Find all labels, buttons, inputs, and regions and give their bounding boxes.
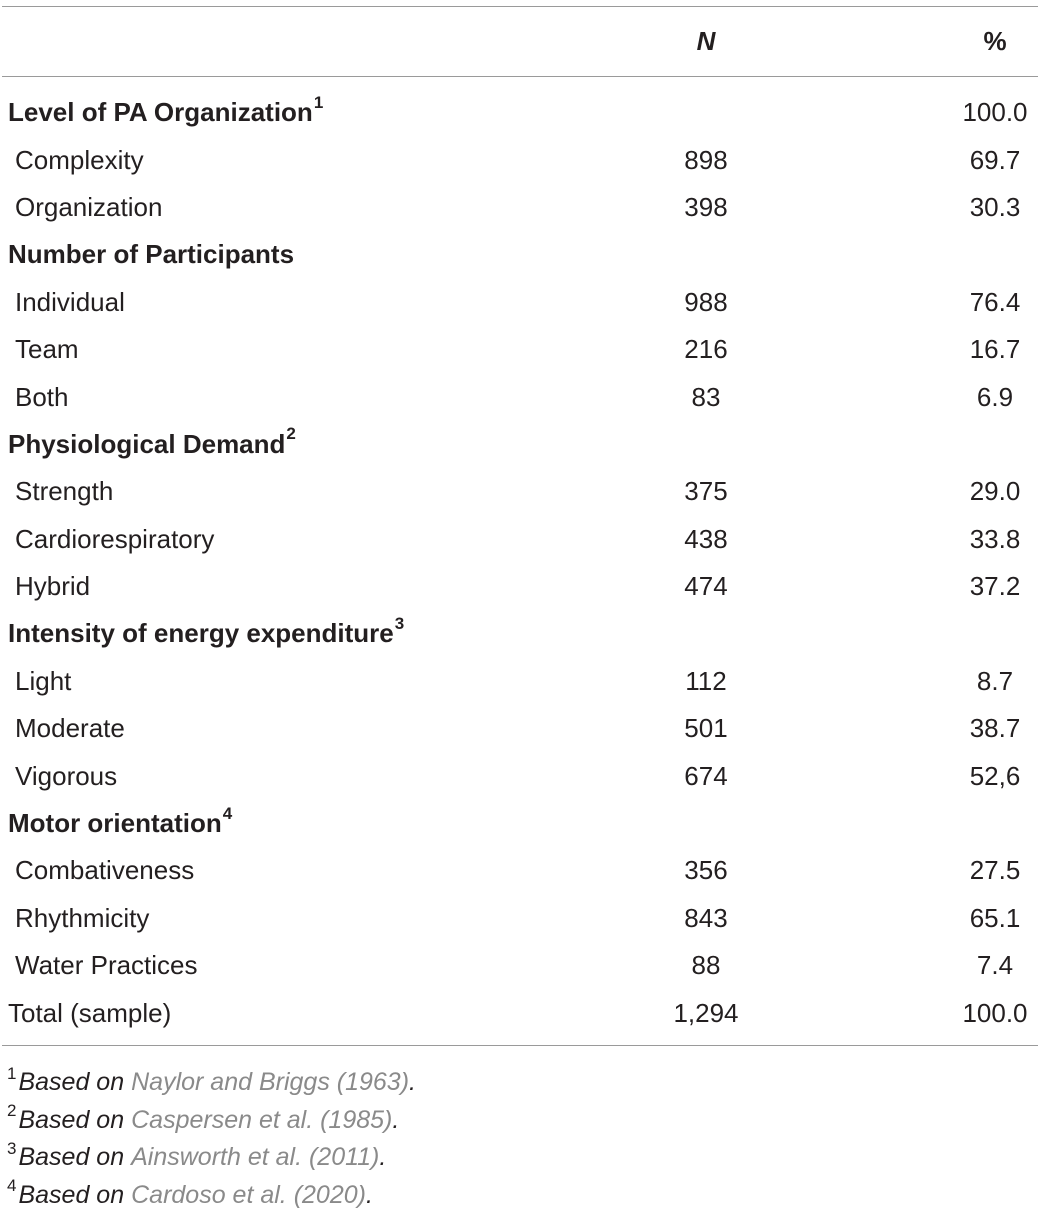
row-label-text: Intensity of energy expenditure xyxy=(8,618,394,649)
cell-percent: 29.0 xyxy=(969,476,1021,507)
table-row xyxy=(0,563,1040,610)
cell-percent: 100.0 xyxy=(962,97,1028,128)
cell-n xyxy=(606,231,806,278)
cell-n: 83 xyxy=(691,381,721,412)
cell-n: 398 xyxy=(684,191,728,222)
footnote-lead: Based on xyxy=(18,1105,125,1134)
cell-percent: 100.0 xyxy=(962,997,1028,1028)
cell-percent: 7.4 xyxy=(976,950,1014,981)
citation-link[interactable]: Ainsworth et al. (2011) xyxy=(131,1143,380,1172)
table-row xyxy=(0,847,1040,894)
table-header xyxy=(0,7,1040,76)
total-row xyxy=(0,989,1040,1036)
footnote-end: . xyxy=(379,1143,387,1172)
cell-percent: 69.7 xyxy=(969,144,1021,175)
row-label-text: Rhythmicity xyxy=(15,902,150,933)
row-label-text: Strength xyxy=(15,476,114,507)
row-label xyxy=(15,279,125,326)
footnote xyxy=(0,1176,1040,1214)
row-label-text: Organization xyxy=(15,191,163,222)
footnote-number: 2 xyxy=(7,1101,17,1121)
cell-n: 674 xyxy=(684,760,728,791)
row-label-text: Cardiorespiratory xyxy=(15,523,215,554)
row-label-text: Level of PA Organization xyxy=(8,97,313,128)
row-label xyxy=(15,136,144,183)
row-label-text: Hybrid xyxy=(15,571,91,602)
cell-percent: 76.4 xyxy=(969,286,1021,317)
footnote-lead: Based on xyxy=(18,1143,125,1172)
section-row xyxy=(0,231,1040,278)
cell-percent: 27.5 xyxy=(969,855,1021,886)
row-label xyxy=(15,468,113,515)
table-row xyxy=(0,184,1040,231)
row-label-text: Combativeness xyxy=(15,855,195,886)
footnote-number: 3 xyxy=(7,1138,17,1158)
footnote-lead: Based on xyxy=(18,1068,125,1097)
row-label-text: Team xyxy=(15,334,79,365)
table-row xyxy=(0,895,1040,942)
table-row xyxy=(0,136,1040,183)
row-label-text: Both xyxy=(15,381,69,412)
cell-n: 898 xyxy=(684,144,728,175)
header-percent: % xyxy=(983,26,1007,56)
cell-percent: 52,6 xyxy=(969,760,1021,791)
cell-n xyxy=(606,89,806,136)
row-label xyxy=(15,516,214,563)
row-label xyxy=(15,847,194,894)
cell-percent xyxy=(900,421,1040,468)
section-label xyxy=(8,89,323,136)
table-row xyxy=(0,279,1040,326)
cell-percent: 33.8 xyxy=(969,523,1021,554)
table-body xyxy=(0,77,1040,1045)
cell-percent xyxy=(900,800,1040,847)
cell-n: 88 xyxy=(691,950,721,981)
cell-n: 356 xyxy=(684,855,728,886)
footnote-end: . xyxy=(365,1180,373,1209)
section-label xyxy=(8,800,232,847)
table-row xyxy=(0,373,1040,420)
cell-n: 112 xyxy=(685,665,727,696)
row-label-text: Physiological Demand xyxy=(8,428,286,459)
row-label xyxy=(15,326,79,373)
section-label xyxy=(8,610,404,657)
row-label xyxy=(15,942,198,989)
row-label xyxy=(8,989,171,1036)
footnote-mark: 1 xyxy=(313,92,324,112)
footnote xyxy=(0,1064,1040,1102)
row-label xyxy=(15,184,162,231)
row-label-text: Complexity xyxy=(15,144,144,175)
footnote-number: 4 xyxy=(7,1176,17,1196)
footnotes xyxy=(0,1046,1040,1214)
cell-percent xyxy=(900,231,1040,278)
footnote-mark: 3 xyxy=(394,613,405,633)
cell-n: 474 xyxy=(684,571,728,602)
row-label xyxy=(15,705,125,752)
table-row xyxy=(0,658,1040,705)
header-n: N xyxy=(696,26,716,56)
citation-link[interactable]: Cardoso et al. (2020) xyxy=(131,1180,366,1209)
row-label-text: Moderate xyxy=(15,713,125,744)
section-row xyxy=(0,610,1040,657)
footnote-number: 1 xyxy=(7,1063,17,1083)
cell-percent xyxy=(900,610,1040,657)
citation-link[interactable]: Naylor and Briggs (1963) xyxy=(131,1068,410,1097)
section-row xyxy=(0,89,1040,136)
footnote-mark: 2 xyxy=(286,424,296,444)
cell-n: 438 xyxy=(684,523,728,554)
footnote xyxy=(0,1139,1040,1177)
row-label xyxy=(15,658,71,705)
cell-percent: 6.9 xyxy=(976,381,1014,412)
cell-n xyxy=(606,421,806,468)
table-row xyxy=(0,752,1040,799)
footnote-end: . xyxy=(392,1105,400,1134)
row-label-text: Water Practices xyxy=(15,950,198,981)
row-label-text: Light xyxy=(15,665,72,696)
section-label xyxy=(8,231,294,278)
table-row xyxy=(0,516,1040,563)
table-row xyxy=(0,468,1040,515)
table-row xyxy=(0,942,1040,989)
cell-percent: 8.7 xyxy=(976,665,1014,696)
footnote-lead: Based on xyxy=(18,1180,125,1209)
cell-percent: 38.7 xyxy=(969,713,1021,744)
cell-n: 843 xyxy=(684,902,728,933)
cell-n: 216 xyxy=(684,334,728,365)
cell-n xyxy=(606,610,806,657)
section-row xyxy=(0,421,1040,468)
row-label-text: Number of Participants xyxy=(8,239,295,270)
row-label xyxy=(15,895,149,942)
footnote xyxy=(0,1101,1040,1139)
row-label-text: Total (sample) xyxy=(8,997,172,1028)
citation-link[interactable]: Caspersen et al. (1985) xyxy=(131,1105,393,1134)
row-label xyxy=(15,752,117,799)
cell-n: 375 xyxy=(684,476,728,507)
footnote-mark: 4 xyxy=(222,803,233,823)
section-label xyxy=(8,421,296,468)
data-table xyxy=(0,6,1040,1214)
row-label xyxy=(15,373,69,420)
footnote-end: . xyxy=(409,1068,416,1097)
table-row xyxy=(0,705,1040,752)
cell-percent: 30.3 xyxy=(969,191,1021,222)
cell-n xyxy=(606,800,806,847)
row-label-text: Vigorous xyxy=(15,760,118,791)
row-label-text: Motor orientation xyxy=(8,808,222,839)
table-row xyxy=(0,326,1040,373)
section-row xyxy=(0,800,1040,847)
cell-n: 501 xyxy=(684,713,728,744)
cell-percent: 65.1 xyxy=(969,902,1021,933)
row-label xyxy=(15,563,90,610)
row-label-text: Individual xyxy=(15,286,125,317)
cell-percent: 16.7 xyxy=(969,334,1021,365)
cell-percent: 37.2 xyxy=(969,571,1021,602)
cell-n: 988 xyxy=(684,286,728,317)
cell-n: 1,294 xyxy=(673,997,739,1028)
